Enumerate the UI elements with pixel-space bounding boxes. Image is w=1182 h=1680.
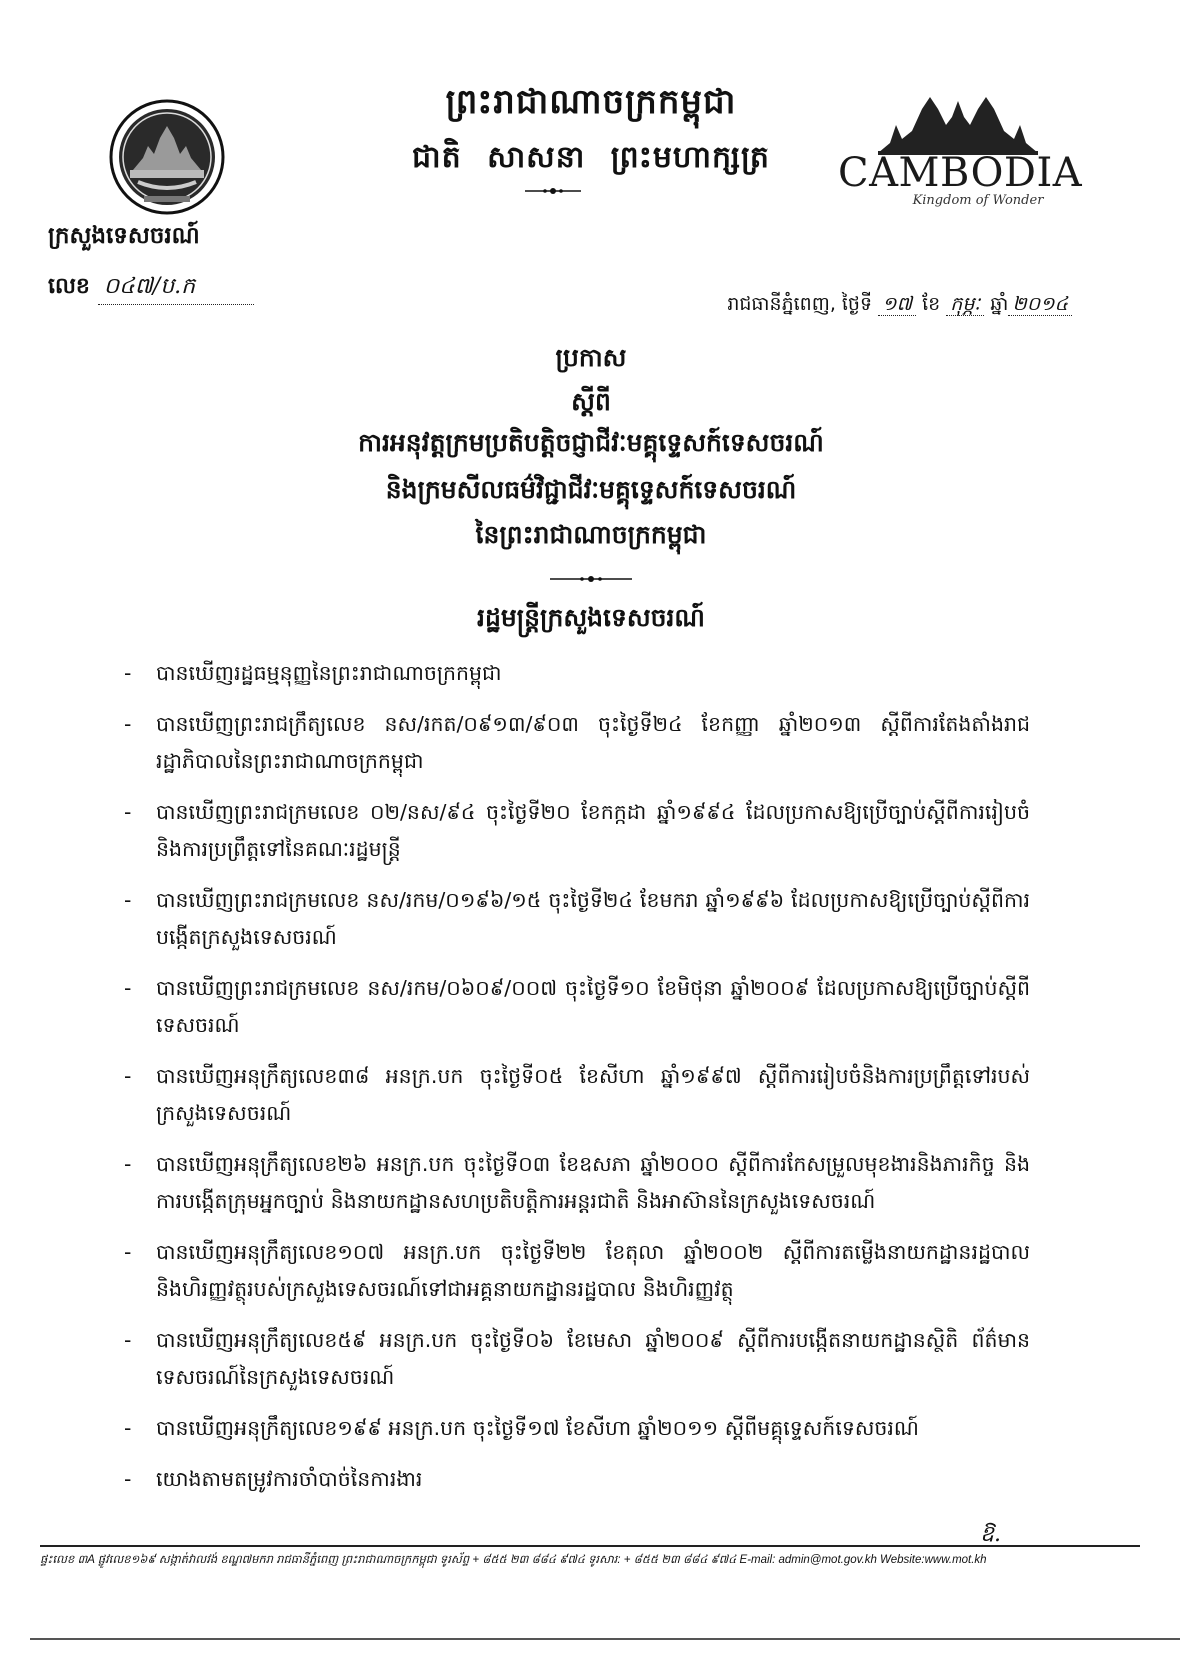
footer-contact-line: ផ្ទះលេខ ៣A ផ្លូវលេខ១៦៩ សង្កាត់វាលវង់ ខណ្ឌ៧មករា រាជធានីភ្នំពេញ ព្រះរាជាណាចក្រកម្ពុជា ទូរស័ព្ទ + ៨៥៥ ២៣ ៨៨៤ ៩៧៤ ទូរសារ: + ៨៥៥ ២៣ ៨៨៤ ៩៧៤ E-mail: admin@mot.gov.kh Website:www.mot.kh (40, 1554, 987, 1566)
date-month-label: ខែ (922, 293, 941, 315)
footer-divider (40, 1545, 1140, 1547)
title-line-3: នៃព្រះរាជាណាចក្រកម្ពុជា (475, 520, 707, 549)
clause-item (124, 1322, 1030, 1396)
clause-text: បានឃើញអនុក្រឹត្យលេខ១៩៩ អនក្រ.បក ចុះថ្ងៃទី១៧ ខែសីហា ឆ្នាំ២០១១ ស្តីពីមគ្គុទ្ទេសក៍ទេសចរណ៍ (156, 1416, 919, 1440)
bullet-dash: - (124, 1064, 132, 1088)
date-year: ២០១៤ (1008, 293, 1072, 316)
bullet-dash: - (124, 1416, 132, 1440)
clause-text: បានឃើញព្រះរាជក្រឹត្យលេខ នស/រកត/០៩១៣/៩០៣ ចុះថ្ងៃទី២៤ ខែកញ្ញា ឆ្នាំ២០១៣ ស្តីពីការតែងតាំងរាជរដ្ឋាភិបាលនៃព្រះរាជាណាចក្រកម្ពុជា (156, 712, 1030, 773)
clause-item (124, 882, 1030, 956)
handwritten-initial: ឱ. (980, 1522, 1001, 1547)
clause-text: បានឃើញរដ្ឋធម្មនុញ្ញនៃព្រះរាជាណាចក្រកម្ពុជា (156, 661, 502, 685)
bullet-dash: - (124, 800, 132, 824)
clause-item (124, 1146, 1030, 1220)
clause-text: បានឃើញព្រះរាជក្រមលេខ ០២/នស/៩៤ ចុះថ្ងៃទី២០ ខែកក្កដា ឆ្នាំ១៩៩៤ ដែលប្រកាសឱ្យប្រើច្បាប់ស្តីពីការរៀបចំនិងការប្រព្រឹត្តទៅនៃគណៈរដ្ឋមន្ត្រី (156, 800, 1030, 861)
reference-label: លេខ (48, 274, 90, 299)
date-prefix: រាជធានីភ្នំពេញ, ថ្ងៃទី (727, 293, 873, 315)
reference-value: ០៤៧/ប.ក (98, 272, 254, 305)
clause-item (124, 706, 1030, 780)
bullet-dash: - (124, 888, 132, 912)
bullet-dash: - (124, 661, 132, 685)
clause-item (124, 1410, 1030, 1447)
bullet-dash: - (124, 976, 132, 1000)
date-day: ១៧ (878, 293, 916, 316)
clause-text: យោងតាមតម្រូវការចាំបាច់នៃការងារ (156, 1467, 423, 1491)
brand-tagline: Kingdom of Wonder (912, 193, 1044, 208)
issuing-minister: រដ្ឋមន្ត្រីក្រសួងទេសចរណ៍ (477, 603, 705, 632)
title-line-2: និងក្រមសីលធម៌វិជ្ជាជីវៈមគ្គុទ្ទេសក៍ទេសចរណ៍ (385, 475, 797, 504)
clause-text: បានឃើញអនុក្រឹត្យលេខ៣៨ អនក្រ.បក ចុះថ្ងៃទី០៥ ខែសីហា ឆ្នាំ១៩៩៧ ស្តីពីការរៀបចំនិងការប្រព្រឹត្តទៅរបស់ក្រសួងទេសចរណ៍ (156, 1064, 1030, 1125)
header-ornament-divider (523, 185, 583, 197)
title-ornament-divider (548, 573, 634, 585)
clause-item (124, 1234, 1030, 1308)
national-motto: ជាតិ សាសនា ព្រះមហាក្សត្រ (412, 140, 770, 175)
clause-text: បានឃើញព្រះរាជក្រមលេខ នស/រកម/០៦០៩/០០៧ ចុះថ្ងៃទី១០ ខែមិថុនា ឆ្នាំ២០០៩ ដែលប្រកាសឱ្យប្រើច្បាប់ស្តីពីទេសចរណ៍ (156, 976, 1030, 1037)
brand-wordmark: CAMBODIA (838, 150, 1083, 196)
document-type: ប្រកាស (555, 343, 627, 372)
clause-text: បានឃើញអនុក្រឹត្យលេខ២៦ អនក្រ.បក ចុះថ្ងៃទី០៣ ខែឧសភា ឆ្នាំ២០០០ ស្តីពីការកែសម្រួលមុខងារនិងភារកិច្ច និងការបង្កើតក្រុមអ្នកច្បាប់ និងនាយកដ្ឋានសហប្រតិបត្តិការអន្តរជាតិ និងអាស៊ាននៃក្រសួងទេសចរណ៍ (156, 1152, 1030, 1213)
bullet-dash: - (124, 1152, 132, 1176)
clause-item (124, 1058, 1030, 1132)
issue-date (727, 292, 1072, 320)
issuing-ministry: ក្រសួងទេសចរណ៍ (48, 223, 200, 249)
bullet-dash: - (124, 1240, 132, 1264)
clause-text: បានឃើញអនុក្រឹត្យលេខ៥៩ អនក្រ.បក ចុះថ្ងៃទី០៦ ខែមេសា ឆ្នាំ២០០៩ ស្តីពីការបង្កើតនាយកដ្ឋានស្ថិតិ ព័ត៌មានទេសចរណ៍នៃក្រសួងទេសចរណ៍ (156, 1328, 1030, 1389)
reference-number (48, 272, 254, 305)
clause-item (124, 794, 1030, 868)
title-about: ស្តីពី (571, 387, 611, 416)
page-scan-edge (30, 1638, 1180, 1640)
date-year-label: ឆ្នាំ (990, 293, 1009, 315)
clause-text: បានឃើញអនុក្រឹត្យលេខ១០៧ អនក្រ.បក ចុះថ្ងៃទី២២ ខែតុលា ឆ្នាំ២០០២ ស្តីពីការតម្លើងនាយកដ្ឋានរដ្ឋបាល និងហិរញ្ញវត្ថុរបស់ក្រសួងទេសចរណ៍ទៅជាអគ្គនាយកដ្ឋានរដ្ឋបាល និងហិរញ្ញវត្ថុ (156, 1240, 1030, 1301)
kingdom-heading: ព្រះរាជាណាចក្រកម្ពុជា (445, 82, 737, 122)
bullet-dash: - (124, 712, 132, 736)
clause-item (124, 655, 1030, 692)
bullet-dash: - (124, 1467, 132, 1491)
clause-item (124, 970, 1030, 1044)
date-month: កុម្ភៈ (946, 293, 984, 316)
clause-item (124, 1461, 1030, 1498)
bullet-dash: - (124, 1328, 132, 1352)
preamble-clauses (124, 655, 1030, 1512)
clause-text: បានឃើញព្រះរាជក្រមលេខ នស/រកម/០១៩៦/១៥ ចុះថ្ងៃទី២៤ ខែមករា ឆ្នាំ១៩៩៦ ដែលប្រកាសឱ្យប្រើច្បាប់ស្តីពីការបង្កើតក្រសួងទេសចរណ៍ (156, 888, 1030, 949)
title-line-1: ការអនុវត្តក្រមប្រតិបត្តិចជ្ញាជីវៈមគ្គុទ្ទេសក៍ទេសចរណ៍ (358, 428, 824, 457)
